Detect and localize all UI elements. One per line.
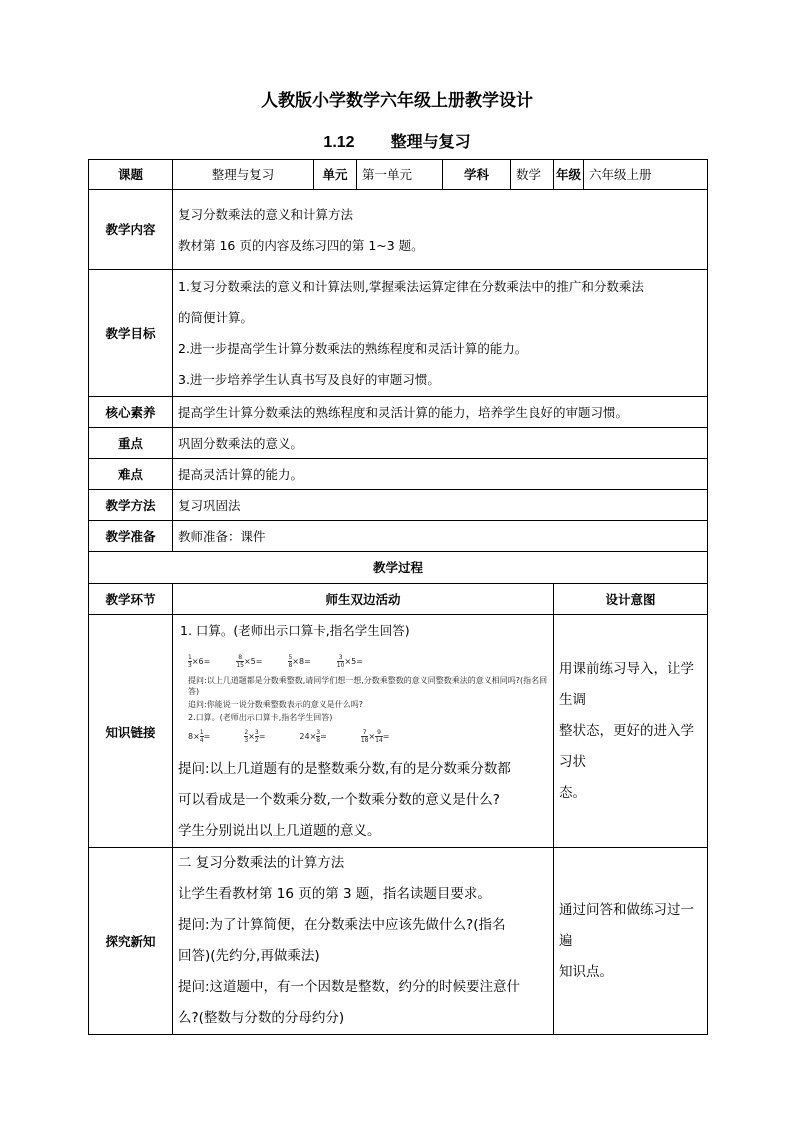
hard-label: 难点 [89, 459, 173, 490]
content-label: 教学内容 [89, 190, 173, 270]
lesson-plan-table [88, 159, 708, 1035]
method-label: 教学方法 [89, 490, 173, 521]
link-intent-cell [554, 615, 708, 848]
topic-label: 课题 [89, 160, 173, 190]
hard-value: 提高灵活计算的能力。 [173, 459, 708, 490]
content-row [89, 190, 708, 270]
goal-line: 的简便计算。 [178, 310, 254, 325]
goals-cell [173, 270, 708, 397]
explore-line: 让学生看教材第 16 页的第 3 题，指名读题目要求。 [178, 886, 491, 902]
core-label: 核心素养 [89, 397, 173, 428]
link-paragraph: 学生分别说出以上几道题的意义。 [178, 823, 381, 839]
image-question-2: 追问:你能说一说分数乘整数表示的意义是什么吗? [188, 700, 363, 709]
core-value: 提高学生计算分数乘法的熟练程度和灵活计算的能力，培养学生良好的审题习惯。 [173, 397, 708, 428]
goal-line: 1.复习分数乘法的意义和计算法则,掌握乘法运算定律在分数乘法中的推广和分数乘法 [178, 279, 644, 294]
link-paragraph: 可以看成是一个数乘分数,一个数乘分数的意义是什么? [178, 792, 500, 808]
hard-row [89, 459, 708, 490]
knowledge-link-row [89, 615, 708, 848]
explore-intent-cell [554, 848, 708, 1035]
link-heading: 1. 口算。(老师出示口算卡,指名学生回答) [180, 623, 410, 638]
explore-activity-cell [173, 848, 554, 1035]
link-paragraph: 提问:以上几道题有的是整数乘分数,有的是分数乘分数都 [178, 761, 511, 777]
link-activity-cell [173, 615, 554, 848]
oral-calc-card-image [178, 646, 548, 754]
process-title: 教学过程 [89, 552, 708, 584]
subject-value: 数学 [511, 160, 554, 190]
intent-line: 通过问答和做练习过一遍 [559, 901, 694, 949]
intent-line: 态。 [559, 784, 586, 801]
prep-value: 教师准备：课件 [173, 521, 708, 552]
explore-row [89, 848, 708, 1035]
calc-row-2: 8× $\frac{1}{4}$ = $\frac{2}{3}$ × $\frac{3}{2}$ = 24× $\frac{3}{8}$ = $\frac{7}{18}$ × $\frac{9}{14}$ = [188, 729, 390, 744]
col-activity-header: 师生双边活动 [173, 584, 554, 615]
explore-line: 提问:为了计算简便，在分数乘法中应该先做什么?(指名 [178, 917, 506, 933]
prep-label: 教学准备 [89, 521, 173, 552]
prep-row [89, 521, 708, 552]
grade-label: 年级 [554, 160, 584, 190]
method-row [89, 490, 708, 521]
unit-value: 第一单元 [357, 160, 443, 190]
key-label: 重点 [89, 428, 173, 459]
goal-line: 3.进一步培养学生认真书写及良好的审题习惯。 [178, 372, 440, 387]
key-row [89, 428, 708, 459]
explore-line: 么?(整数与分数的分母约分) [178, 1010, 345, 1026]
content-line: 教材第 16 页的内容及练习四的第 1~3 题。 [178, 237, 424, 253]
document-title: 人教版小学数学六年级上册教学设计 [261, 91, 533, 111]
link-label: 知识链接 [89, 615, 173, 848]
method-value: 复习巩固法 [173, 490, 708, 521]
lesson-title [0, 129, 794, 152]
grade-value: 六年级上册 [584, 160, 708, 190]
calc-row-1: $\frac{1}{3}$ ×6= $\frac{8}{15}$ ×5= $\frac{5}{8}$ ×8= $\frac{3}{10}$ ×5= [188, 654, 363, 669]
explore-label: 探究新知 [89, 848, 173, 1035]
subject-label: 学科 [443, 160, 511, 190]
image-question-1: 提问:以上几道题都是分数乘整数,请同学们想一想,分数乘整数的意义同整数乘法的意义相同吗?(指名回答) [188, 676, 548, 696]
key-value: 巩固分数乘法的意义。 [173, 428, 708, 459]
intent-line: 知识点。 [559, 963, 613, 980]
explore-line: 提问:这道题中，有一个因数是整数，约分的时候要注意什 [178, 979, 521, 995]
process-header-row [89, 584, 708, 615]
content-line: 复习分数乘法的意义和计算方法 [178, 206, 354, 222]
topic-value: 整理与复习 [173, 160, 314, 190]
explore-line: 二 复习分数乘法的计算方法 [178, 855, 345, 871]
content-cell [173, 190, 708, 270]
lesson-name: 整理与复习 [390, 132, 471, 151]
explore-line: 回答)(先约分,再做乘法) [178, 948, 320, 964]
process-title-row [89, 552, 708, 584]
intent-line: 用课前练习导入，让学生调 [559, 660, 694, 708]
col-stage-header: 教学环节 [89, 584, 173, 615]
header-row [89, 160, 708, 190]
intent-line: 整状态，更好的进入学习状 [559, 722, 694, 770]
goals-row [89, 270, 708, 397]
goal-line: 2.进一步提高学生计算分数乘法的熟练程度和灵活计算的能力。 [178, 341, 528, 356]
image-question-3: 2.口算。(老师出示口算卡,指名学生回答) [188, 713, 333, 722]
lesson-number: 1.12 [323, 134, 355, 151]
unit-label: 单元 [314, 160, 357, 190]
col-intent-header: 设计意图 [554, 584, 708, 615]
core-row [89, 397, 708, 428]
goals-label: 教学目标 [89, 270, 173, 397]
